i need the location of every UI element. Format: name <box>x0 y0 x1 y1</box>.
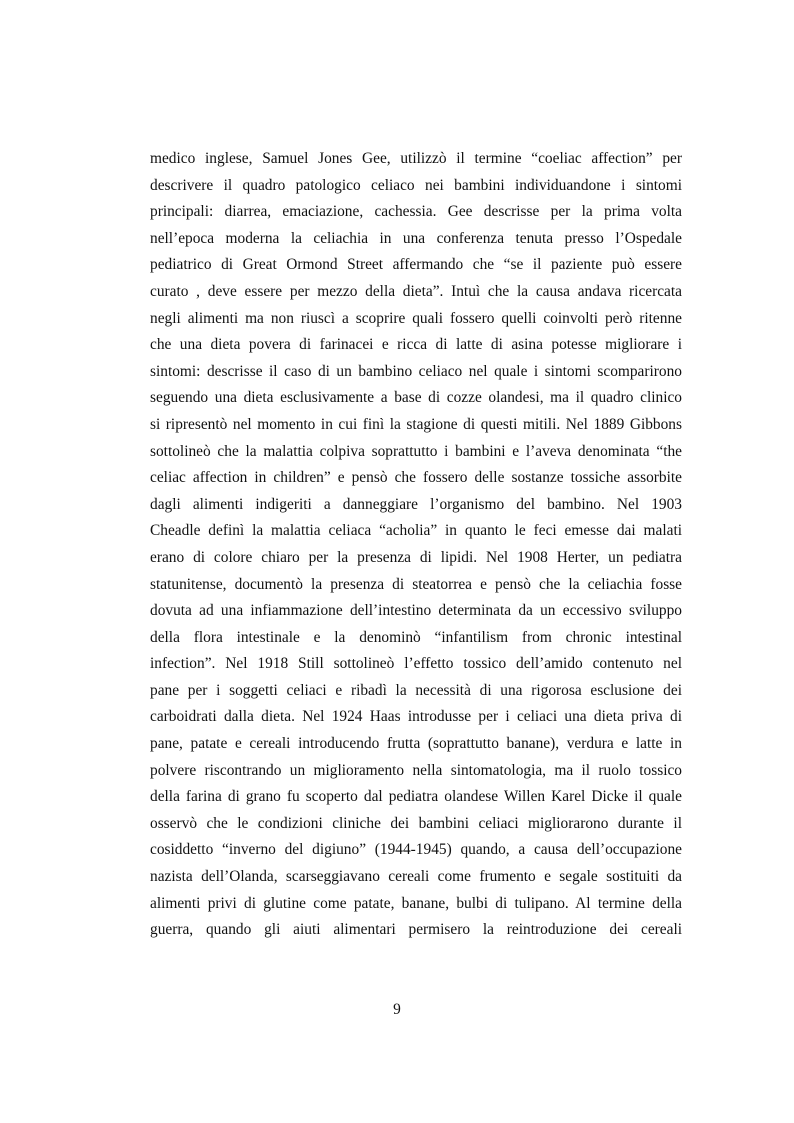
text-line: dovuta ad una infiammazione dell’intestino determinata da un eccessivo sviluppo <box>150 602 682 620</box>
text-line: descrivere il quadro patologico celiaco nei bambini individuandone i sintomi <box>150 176 682 194</box>
text-line: negli alimenti ma non riuscì a scoprire quali fossero quelli coinvolti però ritenne <box>150 309 682 327</box>
text-line: pediatrico di Great Ormond Street affermando che “se il paziente può essere <box>150 256 682 274</box>
text-line: sottolineò che la malattia colpiva soprattutto i bambini e l’aveva denominata “the <box>150 442 682 460</box>
text-line: medico inglese, Samuel Jones Gee, utilizzò il termine “coeliac affection” per <box>150 150 682 167</box>
text-line: cosiddetto “inverno del digiuno” (1944-1945) quando, a causa dell’occupazione <box>150 841 682 859</box>
text-line: pane per i soggetti celiaci e ribadì la necessità di una rigorosa esclusione dei <box>150 681 682 699</box>
text-line: Cheadle definì la malattia celiaca “acholia” in quanto le feci emesse dai malati <box>150 522 682 540</box>
text-line: dagli alimenti indigeriti a danneggiare l’organismo del bambino. Nel 1903 <box>150 495 682 513</box>
body-text <box>150 146 682 944</box>
text-line: alimenti privi di glutine come patate, banane, bulbi di tulipano. Al termine della <box>150 894 682 912</box>
text-line: della flora intestinale e la denominò “infantilism from chronic intestinal <box>150 628 682 646</box>
page-number: 9 <box>393 1001 401 1018</box>
text-line: osservò che le condizioni cliniche dei bambini celiaci migliorarono durante il <box>150 814 682 832</box>
text-line: guerra, quando gli aiuti alimentari permisero la reintroduzione dei cereali <box>150 921 682 939</box>
text-line: seguendo una dieta esclusivamente a base di cozze olandesi, ma il quadro clinico <box>150 389 682 407</box>
text-line: principali: diarrea, emaciazione, cachessia. Gee descrisse per la prima volta <box>150 203 682 221</box>
text-line: polvere riscontrando un miglioramento nella sintomatologia, ma il ruolo tossico <box>150 761 682 779</box>
text-line: celiac affection in children” e pensò che fossero delle sostanze tossiche assorbite <box>150 469 682 487</box>
text-line: si ripresentò nel momento in cui finì la stagione di questi mitili. Nel 1889 Gibbons <box>150 415 682 433</box>
text-line: nell’epoca moderna la celiachia in una conferenza tenuta presso l’Ospedale <box>150 229 682 247</box>
text-line: che una dieta povera di farinacei e ricca di latte di asina potesse migliorare i <box>150 336 682 354</box>
text-line: infection”. Nel 1918 Still sottolineò l’effetto tossico dell’amido contenuto nel <box>150 655 682 673</box>
text-line: carboidrati dalla dieta. Nel 1924 Haas introdusse per i celiaci una dieta priva di <box>150 708 682 726</box>
text-line: statunitense, documentò la presenza di steatorrea e pensò che la celiachia fosse <box>150 575 682 593</box>
text-line: sintomi: descrisse il caso di un bambino celiaco nel quale i sintomi scomparirono <box>150 362 682 380</box>
text-line: erano di colore chiaro per la presenza di lipidi. Nel 1908 Herter, un pediatra <box>150 548 682 566</box>
text-line: della farina di grano fu scoperto dal pediatra olandese Willen Karel Dicke il quale <box>150 788 682 806</box>
text-line: pane, patate e cereali introducendo frutta (soprattutto banane), verdura e latte in <box>150 735 682 753</box>
text-line: nazista dell’Olanda, scarseggiavano cereali come frumento e segale sostituiti da <box>150 868 682 886</box>
text-line: curato , deve essere per mezzo della dieta”. Intuì che la causa andava ricercata <box>150 282 682 300</box>
